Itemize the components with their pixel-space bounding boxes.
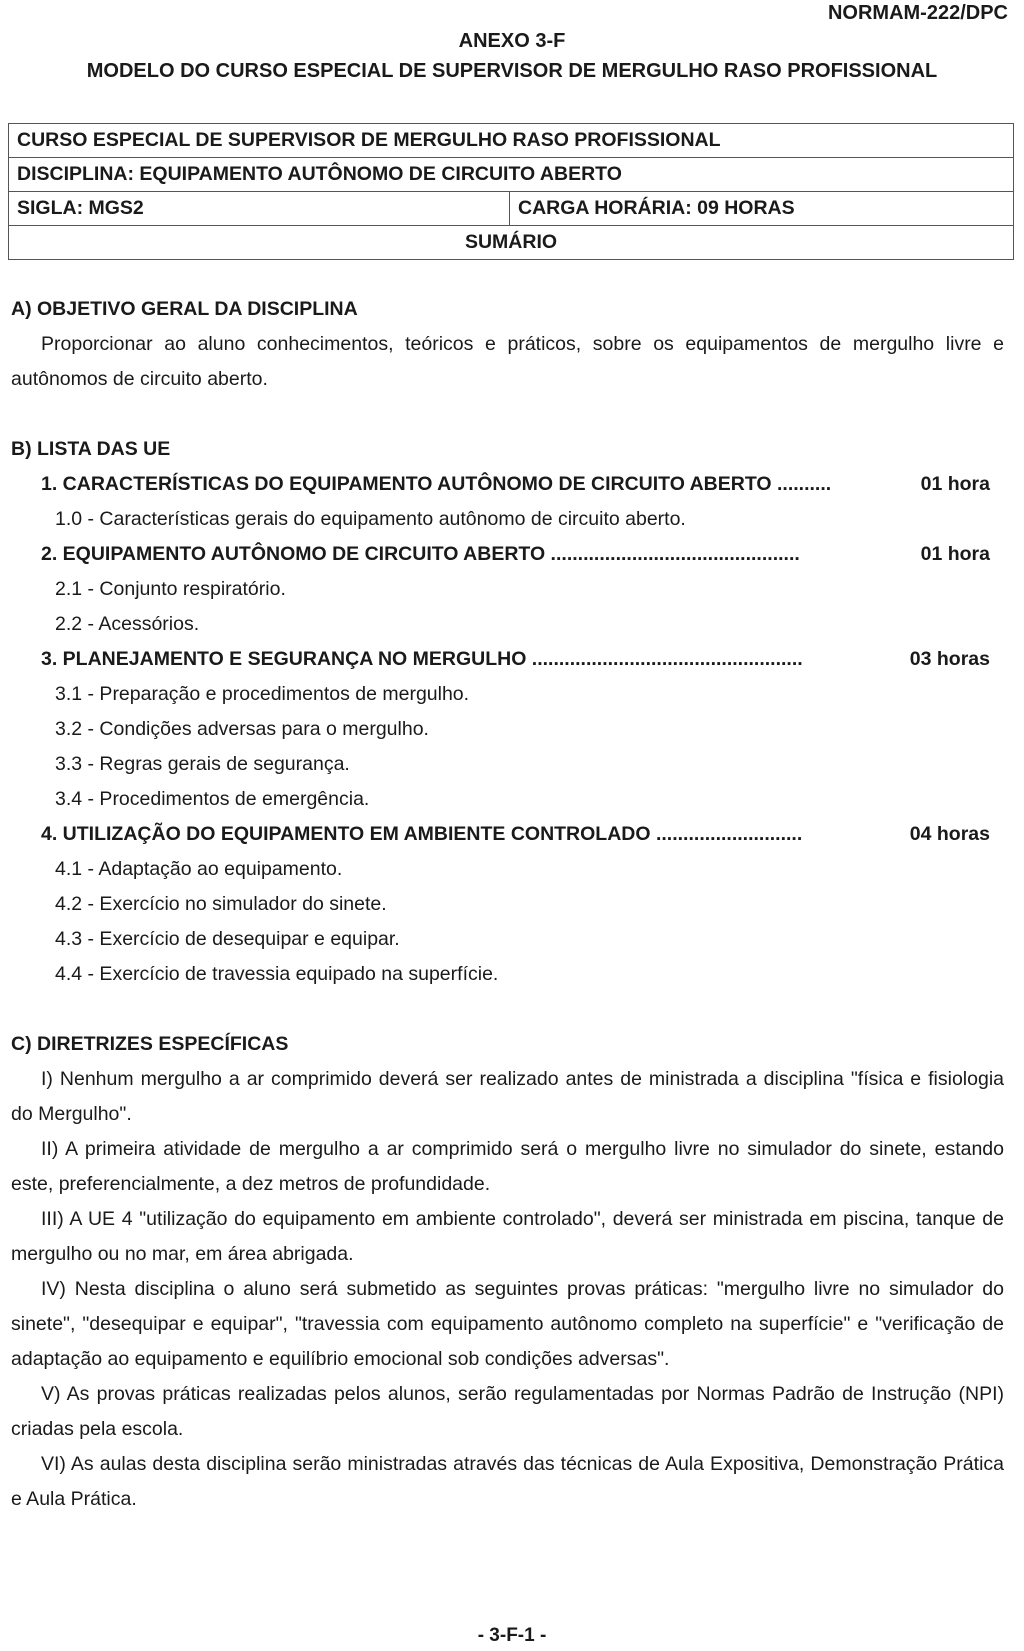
ue-2-heading (11, 537, 1004, 572)
annex-title (0, 30, 1024, 53)
section-a-title: A) OBJETIVO GERAL DA DISCIPLINA (11, 298, 358, 320)
list-item: 4.3 - Exercício de desequipar e equipar. (55, 928, 400, 950)
sigla-cell: SIGLA: MGS2 (9, 192, 510, 226)
summary-cell: SUMÁRIO (9, 226, 1014, 260)
ue-1-hours: 01 hora (920, 473, 990, 495)
list-item: 3.4 - Procedimentos de emergência. (55, 788, 370, 810)
ue-2-title: 2. EQUIPAMENTO AUTÔNOMO DE CIRCUITO ABERTO .............................................. (41, 543, 800, 565)
guideline-paragraph: V) As provas práticas realizadas pelos alunos, serão regulamentadas por Normas Padrão de Instrução (NPI) criadas pela escola. (11, 1383, 1004, 1440)
guideline-paragraph: IV) Nesta disciplina o aluno será submetido as seguintes provas práticas: "mergulho livre no simulador do sinete", "desequipar e equipar", "travessia com equipamento autônomo completo na superfície" e "verificação de adaptação ao equipamento e equilíbrio emocional sob condições adversas". (11, 1278, 1004, 1370)
annex-label: ANEXO 3-F (458, 30, 566, 52)
workload-cell: CARGA HORÁRIA: 09 HORAS (510, 192, 1014, 226)
discipline-cell: DISCIPLINA: EQUIPAMENTO AUTÔNOMO DE CIRCUITO ABERTO (9, 158, 1014, 192)
list-item: 4.1 - Adaptação ao equipamento. (55, 858, 343, 880)
document-code: NORMAM-222/DPC (827, 2, 1008, 24)
list-item: 3.1 - Preparação e procedimentos de mergulho. (55, 683, 470, 705)
section-b-title: B) LISTA DAS UE (11, 438, 171, 460)
document-title: MODELO DO CURSO ESPECIAL DE SUPERVISOR DE MERGULHO RASO PROFISSIONAL (86, 60, 938, 82)
guideline-paragraph: VI) As aulas desta disciplina serão ministradas através das técnicas de Aula Expositiva, Demonstração Prática e Aula Prática. (11, 1453, 1004, 1510)
document-body (11, 292, 1004, 1517)
table-row (9, 158, 1014, 192)
list-item: 3.2 - Condições adversas para o mergulho. (55, 718, 429, 740)
list-item: 2.2 - Acessórios. (55, 613, 200, 635)
ue-4-hours: 04 horas (909, 823, 990, 845)
table-row (9, 226, 1014, 260)
list-item: 3.3 - Regras gerais de segurança. (55, 753, 350, 775)
section-c-title: C) DIRETRIZES ESPECÍFICAS (11, 1033, 289, 1055)
ue-1-heading (11, 467, 1004, 502)
list-item: 1.0 - Características gerais do equipamento autônomo de circuito aberto. (55, 508, 686, 530)
table-row (9, 192, 1014, 226)
table-row (9, 124, 1014, 158)
ue-4-title: 4. UTILIZAÇÃO DO EQUIPAMENTO EM AMBIENTE CONTROLADO ........................... (41, 823, 803, 845)
list-item: 2.1 - Conjunto respiratório. (55, 578, 286, 600)
guideline-paragraph: II) A primeira atividade de mergulho a ar comprimido será o mergulho livre no simulador do sinete, estando este, preferencialmente, a dez metros de profundidade. (11, 1138, 1004, 1195)
course-name-cell: CURSO ESPECIAL DE SUPERVISOR DE MERGULHO RASO PROFISSIONAL (9, 124, 1014, 158)
ue-4-heading (11, 817, 1004, 852)
ue-3-hours: 03 horas (909, 648, 990, 670)
ue-3-title: 3. PLANEJAMENTO E SEGURANÇA NO MERGULHO .................................................. (41, 648, 803, 670)
guideline-paragraph: I) Nenhum mergulho a ar comprimido deverá ser realizado antes de ministrada a disciplina "física e fisiologia do Mergulho". (11, 1068, 1004, 1125)
ue-2-hours: 01 hora (920, 543, 990, 565)
section-a-text: Proporcionar ao aluno conhecimentos, teóricos e práticos, sobre os equipamentos de mergulho livre e autônomos de circuito aberto. (11, 333, 1004, 390)
ue-3-heading (11, 642, 1004, 677)
ue-1-title: 1. CARACTERÍSTICAS DO EQUIPAMENTO AUTÔNOMO DE CIRCUITO ABERTO .......... (41, 473, 832, 495)
list-item: 4.4 - Exercício de travessia equipado na superfície. (55, 963, 499, 985)
guideline-paragraph: III) A UE 4 "utilização do equipamento em ambiente controlado", deverá ser ministrada em piscina, tanque de mergulho ou no mar, em área abrigada. (11, 1208, 1004, 1265)
list-item: 4.2 - Exercício no simulador do sinete. (55, 893, 387, 915)
page-number: - 3-F-1 - (477, 1625, 547, 1646)
course-info-table (8, 123, 1014, 260)
